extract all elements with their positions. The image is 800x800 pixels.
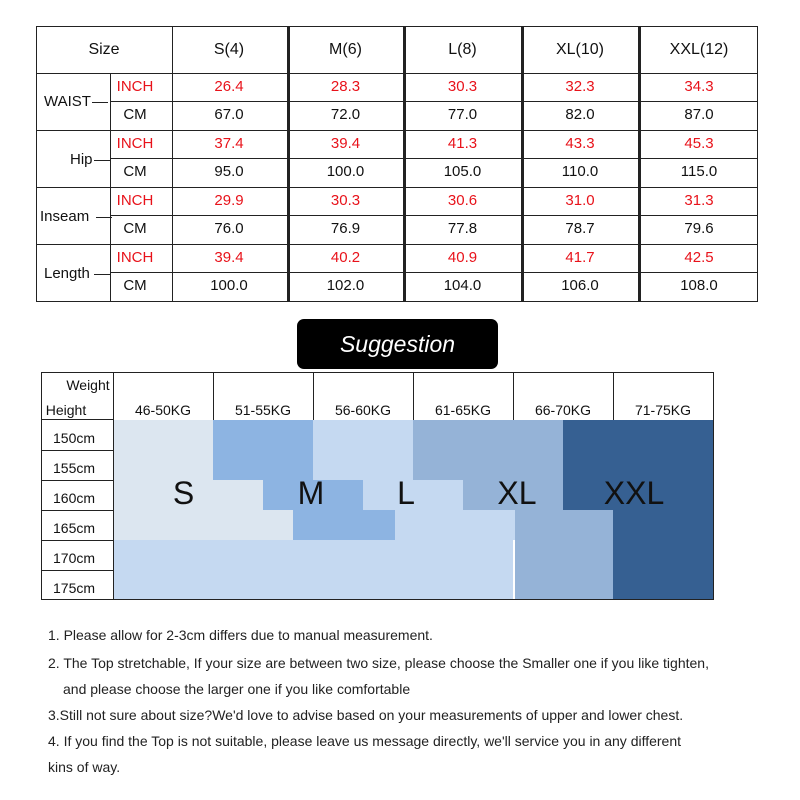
- unit-label: CM: [123, 220, 147, 237]
- table-rule: [172, 26, 173, 302]
- measurement-cell: 45.3: [684, 135, 714, 152]
- table-rule: [110, 158, 758, 159]
- label-leader: [94, 274, 110, 275]
- note-1: 1. Please allow for 2-3cm differs due to manual measurement.: [48, 627, 433, 643]
- measurement-cell: 78.7: [565, 220, 595, 237]
- table-rule: [289, 26, 290, 302]
- measurement-cell: 32.3: [565, 78, 595, 95]
- metric-label-inseam: Inseam: [40, 208, 90, 225]
- size-zone-l: [395, 510, 515, 540]
- grid-rule: [41, 540, 113, 541]
- height-axis-label: Height: [45, 402, 87, 418]
- grid-rule: [113, 372, 114, 600]
- table-rule: [36, 26, 37, 302]
- weight-header: 66-70KG: [534, 402, 592, 418]
- measurement-cell: 31.0: [565, 192, 595, 209]
- label-leader: [92, 102, 108, 103]
- grid-rule: [513, 372, 514, 420]
- measurement-cell: 100.0: [210, 277, 248, 294]
- measurement-cell: 39.4: [330, 135, 361, 152]
- size-header: XXL(12): [669, 41, 729, 58]
- measurement-cell: 77.8: [447, 220, 478, 237]
- measurement-cell: 40.2: [330, 249, 361, 266]
- measurement-cell: 67.0: [214, 106, 244, 123]
- height-label: 165cm: [53, 520, 96, 536]
- suggestion-badge: Suggestion: [297, 319, 498, 369]
- table-rule: [36, 26, 758, 27]
- measurement-cell: 77.0: [447, 106, 478, 123]
- grid-rule: [713, 372, 714, 600]
- metric-label-length: Length: [44, 265, 90, 282]
- table-rule: [36, 244, 758, 245]
- grid-rule: [41, 480, 113, 481]
- measurement-cell: 105.0: [443, 163, 482, 180]
- measurement-cell: 29.9: [214, 192, 244, 209]
- size-zone-label-s: S: [172, 475, 195, 511]
- size-zone-l: [113, 540, 513, 600]
- measurement-cell: 39.4: [214, 249, 244, 266]
- measurement-cell: 28.3: [330, 78, 361, 95]
- table-rule: [36, 187, 758, 188]
- size-header: L(8): [448, 41, 477, 58]
- height-label: 155cm: [53, 460, 96, 476]
- unit-label: CM: [123, 163, 147, 180]
- size-zone-xl: [515, 510, 613, 600]
- measurement-cell: 110.0: [561, 163, 599, 180]
- size-suggestion-grid: [41, 372, 714, 600]
- unit-label: INCH: [116, 135, 154, 152]
- measurement-cell: 37.4: [214, 135, 244, 152]
- note-3: 3.Still not sure about size?We'd love to advise based on your measurements of upper and lower chest.: [48, 707, 684, 723]
- table-rule: [36, 301, 758, 302]
- size-corner-label: Size: [88, 41, 120, 58]
- size-zone-s: [213, 510, 293, 540]
- unit-label: INCH: [116, 78, 154, 95]
- size-zone-xl: [413, 420, 563, 480]
- measurement-cell: 42.5: [684, 249, 714, 266]
- grid-rule: [613, 372, 614, 420]
- table-rule: [110, 215, 758, 216]
- measurement-cell: 34.3: [684, 78, 714, 95]
- unit-label: INCH: [116, 249, 154, 266]
- measurement-cell: 72.0: [330, 106, 361, 123]
- measurement-cell: 76.9: [330, 220, 361, 237]
- size-table: [36, 26, 758, 302]
- size-zone-label-xl: XL: [497, 475, 537, 511]
- size-zone-label-xxl: XXL: [603, 475, 665, 511]
- note-2: 2. The Top stretchable, If your size are between two size, please choose the Smaller one if you like tighten,: [48, 655, 709, 671]
- table-rule: [405, 26, 406, 302]
- size-zone-l: [313, 420, 413, 480]
- measurement-cell: 108.0: [680, 277, 718, 294]
- measurement-cell: 76.0: [214, 220, 244, 237]
- height-label: 150cm: [53, 430, 96, 446]
- weight-header: 61-65KG: [434, 402, 492, 418]
- table-rule: [523, 26, 524, 302]
- grid-rule: [41, 510, 113, 511]
- measurement-cell: 115.0: [680, 163, 718, 180]
- size-zone-xxl: [613, 510, 713, 600]
- measurement-cell: 87.0: [684, 106, 714, 123]
- grid-rule: [213, 372, 214, 420]
- unit-label: INCH: [116, 192, 154, 209]
- table-rule: [640, 26, 641, 302]
- weight-header: 71-75KG: [634, 402, 692, 418]
- size-zone-label-l: L: [397, 475, 415, 511]
- metric-label-hip: Hip: [70, 151, 93, 168]
- weight-header: 56-60KG: [334, 402, 392, 418]
- measurement-cell: 95.0: [214, 163, 244, 180]
- grid-rule: [41, 599, 714, 600]
- measurement-cell: 30.3: [330, 192, 361, 209]
- table-rule: [36, 73, 758, 74]
- measurement-cell: 102.0: [326, 277, 365, 294]
- height-label: 170cm: [53, 550, 96, 566]
- grid-rule: [41, 372, 42, 600]
- size-header: XL(10): [555, 41, 605, 58]
- height-label: 160cm: [53, 490, 96, 506]
- table-rule: [110, 73, 111, 302]
- height-label: 175cm: [53, 580, 96, 596]
- weight-header: 51-55KG: [234, 402, 292, 418]
- measurement-cell: 104.0: [443, 277, 482, 294]
- measurement-cell: 43.3: [565, 135, 595, 152]
- label-leader: [96, 217, 112, 218]
- size-header: S(4): [213, 41, 245, 58]
- measurement-cell: 31.3: [684, 192, 714, 209]
- note-4: 4. If you find the Top is not suitable, please leave us message directly, we'll service you in any different: [48, 733, 682, 749]
- measurement-cell: 40.9: [447, 249, 478, 266]
- weight-header: 46-50KG: [134, 402, 192, 418]
- label-leader: [94, 160, 110, 161]
- table-rule: [757, 26, 758, 302]
- table-rule: [110, 101, 758, 102]
- size-header: M(6): [329, 41, 362, 58]
- grid-rule: [413, 372, 414, 420]
- grid-rule: [41, 570, 113, 571]
- weight-axis-label: Weight: [66, 377, 110, 393]
- measurement-cell: 41.3: [447, 135, 478, 152]
- measurement-cell: 30.3: [447, 78, 478, 95]
- size-zone-label-m: M: [297, 475, 325, 511]
- measurement-cell: 79.6: [684, 220, 714, 237]
- unit-label: CM: [123, 277, 147, 294]
- size-zone-s: [213, 480, 263, 510]
- measurement-cell: 30.6: [447, 192, 478, 209]
- measurement-cell: 26.4: [214, 78, 244, 95]
- unit-label: CM: [123, 106, 147, 123]
- grid-rule: [313, 372, 314, 420]
- size-zone-m: [293, 510, 395, 540]
- measurement-cell: 41.7: [565, 249, 595, 266]
- grid-rule: [41, 450, 113, 451]
- measurement-cell: 82.0: [565, 106, 595, 123]
- table-rule: [110, 272, 758, 273]
- grid-rule: [41, 419, 113, 420]
- note-2-continued: and please choose the larger one if you like comfortable: [63, 681, 411, 697]
- table-rule: [36, 130, 758, 131]
- metric-label-waist: WAIST: [44, 93, 91, 110]
- measurement-cell: 106.0: [561, 277, 599, 294]
- measurement-cell: 100.0: [326, 163, 365, 180]
- size-zone-m: [213, 420, 313, 480]
- note-4-continued: kins of way.: [48, 759, 121, 775]
